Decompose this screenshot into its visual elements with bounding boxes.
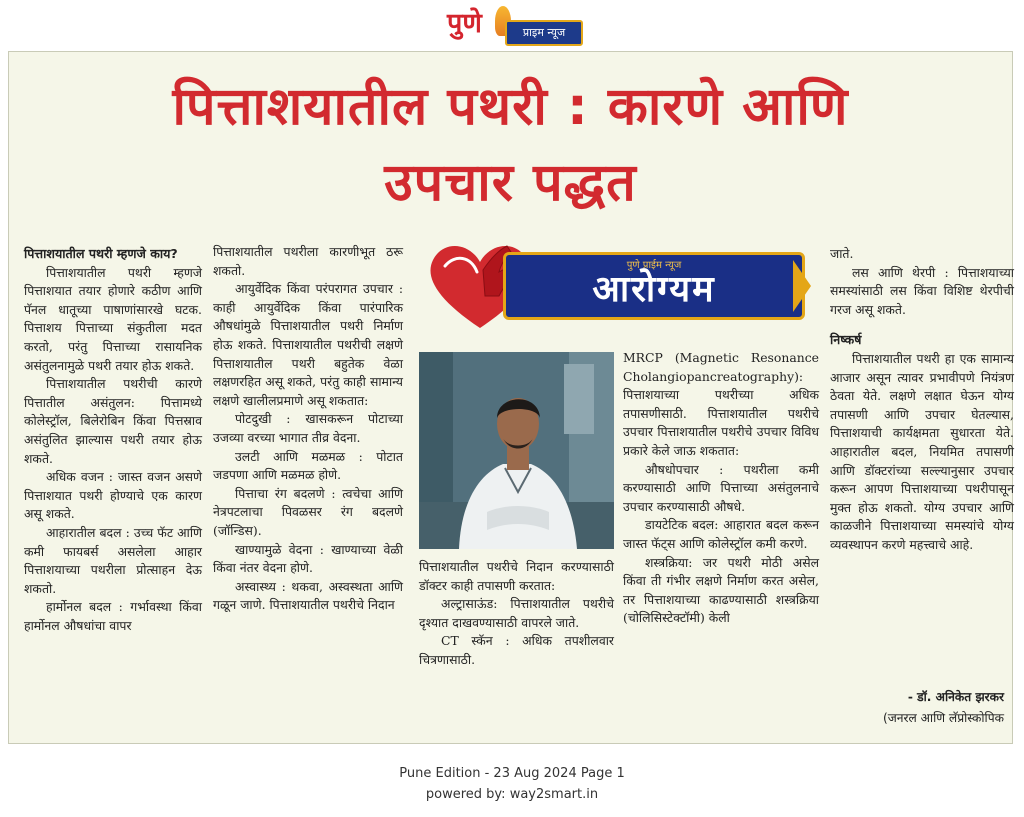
paragraph: औषधोपचार : पथरीला कमी करण्यासाठी आणि पित्ताच्या असंतुलनाचे उपचार करण्यासाठी औषधे. — [623, 461, 819, 514]
column-2 — [213, 243, 403, 615]
paragraph: अल्ट्रासाऊंड: पित्ताशयातील पथरीचे दृश्यात दाखवण्यासाठी वापरले जाते. — [419, 596, 614, 630]
paragraph: शस्त्रक्रिया: जर पथरी मोठी असेल किंवा ती गंभीर लक्षणे निर्माण करत असेल, तर पित्ताशयाच्या काढण्यासाठी शस्त्रक्रिया (चोलिसिस्टेक्टॉमी) केली — [623, 554, 819, 626]
banner-subtitle: पुणे प्राईम न्यूज — [626, 260, 682, 271]
logo-ribbon: प्राइम न्यूज — [505, 20, 583, 46]
author-name: - डॉ. अनिकेत झरकर — [907, 690, 1004, 704]
paragraph: जाते. — [830, 246, 854, 261]
banner-title: आरोग्यम — [592, 269, 716, 310]
powered-by-footer[interactable]: powered by: way2smart.in — [425, 787, 599, 802]
section-heading: पित्ताशयातील पथरी म्हणजे काय? — [24, 246, 178, 261]
arogyam-banner — [425, 226, 813, 340]
masthead — [0, 6, 1024, 46]
paragraph: पोटदुखी : खासकरून पोटाच्या उजव्या वरच्या भागात तीव्र वेदना. — [213, 411, 403, 445]
paragraph: पित्ताशयातील पथरीचे निदान करण्यासाठी डॉक्टर काही तपासणी करतात: — [419, 559, 614, 593]
paragraph: अस्वास्थ्य : थकवा, अस्वस्थता आणि गळून जाणे. पित्ताशयातील पथरीचे निदान — [213, 578, 403, 613]
paragraph: हार्मोनल बदल : गर्भावस्था किंवा हार्मोनल औषधांचा वापर — [24, 599, 202, 633]
column-4 — [623, 349, 819, 628]
paragraph: खाण्यामुळे वेदना : खाण्याच्या वेळी किंवा नंतर वेदना होणे. — [213, 541, 403, 576]
newspaper-clipping — [8, 51, 1013, 744]
paragraph: उलटी आणि मळमळ : पोटात जडपणा आणि मळमळ होणे. — [213, 448, 403, 483]
banner-arrow — [793, 260, 811, 312]
paragraph: MRCP (Magnetic Resonance Cholangiopancreatography): पित्ताशयाच्या पथरीच्या अधिक तपासणीसाठी. पित्ताशयातील पथरीचे उपचार पित्ताशयातील पथरीचे उपचार विविध प्रकारे केले जाऊ शकतात: — [623, 350, 819, 458]
paragraph: पित्ताशयातील पथरी हा एक सामान्य आजार असून त्यावर प्रभावीपणे नियंत्रण ठेवता येते. लक्षणे लक्षात घेऊन योग्य तपासणी आणि उपचार घेतल्यास, पित्ताशयाची कार्यक्षमता सुधारता येते. आहारातील बदल, नियमित तपासणी आणि डॉक्टरांच्या सल्ल्यानुसार उपचार करून आपण पित्ताशयाच्या पथरीपासून मुक्त होऊ शकतो. योग्य उपचार आणि काळजीने पित्ताशयाच्या समस्यांचे योग्य व्यवस्थापन करणे महत्त्वाचे आहे. — [830, 350, 1014, 552]
paragraph: पित्ताचा रंग बदलणे : त्वचेचा आणि नेत्रपटलाचा पिवळसर रंग बदलणे (जॉन्डिस). — [213, 485, 403, 538]
paragraph: अधिक वजन : जास्त वजन असणे पित्ताशयात पथरी होण्याचे एक कारण असू शकते. — [24, 469, 202, 522]
headline-line-2: उपचार पद्धत — [384, 153, 637, 213]
section-heading: निष्कर्ष — [830, 332, 862, 348]
paragraph: पित्ताशयातील पथरीला कारणीभूत ठरू शकतो. — [213, 244, 403, 278]
logo-word: पुणे — [447, 8, 482, 39]
headline-line-1: पित्ताशयातील पथरी : कारणे आणि — [172, 77, 849, 137]
paragraph: डायटेटिक बदल: आहारात बदल करून जास्त फॅट्स आणि कोलेस्ट्रॉल कमी करणे. — [623, 517, 819, 551]
pune-prime-news-logo[interactable] — [443, 6, 583, 46]
paragraph: पित्ताशयातील पथरी म्हणजे पित्ताशयात तयार होणारे कठीण आणि पॅनल धातूच्या पाषाणांसारखे घटक. पित्ताशय पित्ताच्या संकुतीला मदत करतो, परंतु पित्ताच्या रासायनिक असंतुलनामुळे पथरी तयार होऊ शकते. — [24, 264, 202, 373]
banner-ribbon — [503, 252, 805, 320]
paragraph: आयुर्वेदिक किंवा परंपरागत उपचार : काही आयुर्वेदिक किंवा पारंपारिक औषधांमुळे पित्ताशयातील पथरी निर्माण होऊ शकते. पित्ताशयातील पथरीची लक्षणे पित्ताशयातील पथरी बहुतेक वेळा लक्षणरहित असू शकते, परंतु काही सामान्य लक्षणे खालीलप्रमाणे असू शकतात: — [213, 281, 403, 408]
edition-footer: Pune Edition - 23 Aug 2024 Page 1 — [399, 766, 625, 781]
author-title: (जनरल आणि लॅप्रोस्कोपिक — [882, 711, 1004, 725]
paragraph: CT स्कॅन : अधिक तपशीलवार चित्रणासाठी. — [419, 633, 614, 667]
column-1 — [24, 245, 202, 635]
paragraph: आहारातील बदल : उच्च फॅट आणि कमी फायबर्स असलेला आहार पित्ताशयाच्या पथरीला प्रोत्साहन देऊ शकतो. — [24, 524, 202, 596]
column-3 — [419, 558, 614, 670]
doctor-photo — [419, 352, 614, 549]
paragraph: लस आणि थेरपी : पित्ताशयाच्या समस्यांसाठी लस किंवा विशिष्ट थेरपीची गरज असू शकते. — [830, 264, 1014, 317]
column-5 — [830, 245, 1014, 555]
paragraph: पित्ताशयातील पथरीची कारणे पित्तातील असंतुलन: पित्तामध्ये कोलेस्ट्रॉल, बिलेरोबिन किंवा पित्तस्राव असंतुलित झाल्यास पथरी तयार होऊ शकते. — [24, 376, 202, 466]
